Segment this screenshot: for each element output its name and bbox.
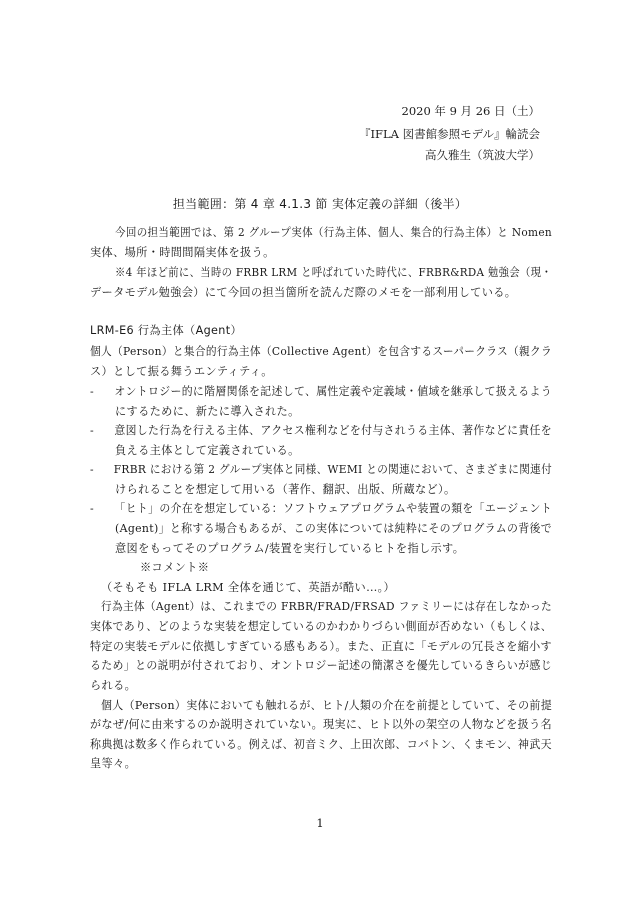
bullet-continuation: 意図をもってそのプログラム/装置を実行しているヒトを指し示す。 xyxy=(115,542,465,555)
definition-line: ス）として振る舞うエンティティ。 xyxy=(90,365,273,378)
bullet-text: FRBR における第 2 グループ実体と同様、WEMI との関連において、さまざまに関連付 xyxy=(113,463,553,476)
bullet-marker: - xyxy=(90,424,95,437)
bullet-text: 意図した行為を行える主体、アクセス権利などを付与されうる主体、著作などに責任を xyxy=(114,424,553,437)
bullet-item xyxy=(90,463,552,477)
bullet-item xyxy=(90,502,552,516)
page-number: 1 xyxy=(316,816,324,830)
header-event: 『IFLA 図書館参照モデル』輪読会 xyxy=(358,127,540,141)
bullet-text: オントロジー的に階層関係を記述して、属性定義や定義域・値域を継承して扱えるよう xyxy=(114,385,552,398)
bullet-continuation: 負える主体として定義されている。 xyxy=(115,444,300,457)
comment-line: 皇等々。 xyxy=(90,757,137,770)
comment-line: るため」との説明が付されており、オントロジー記述の簡潔さを優先しているきらいが感じ xyxy=(90,659,552,672)
comment-line: 特定の実装モデルに依拠しすぎている感もある）。また、正直に「モデルの冗長さを縮小す xyxy=(90,640,552,653)
header-author: 高久雅生（筑波大学） xyxy=(425,148,540,162)
comment-label: ※コメント※ xyxy=(140,561,210,574)
intro-line: ※4 年ほど前に、当時の FRBR LRM と呼ばれていた時代に、FRBR&RDA 勉強会（現・ xyxy=(115,266,552,279)
bullet-item xyxy=(90,385,552,399)
section-heading: LRM-E6 行為主体（Agent） xyxy=(90,324,242,337)
comment-line: 称典拠は数多く作られている。例えば、初音ミク、上田次郎、コバトン、くまモン、神武天 xyxy=(90,738,553,751)
document-title: 担当範囲：第 4 章 4.1.3 節 実体定義の詳細（後半） xyxy=(172,197,468,211)
comment-line: られる。 xyxy=(90,679,137,692)
comment-line: がなぜ/何に由来するのか説明されていない。現実に、ヒト以外の架空の人物などを扱う名 xyxy=(90,718,552,731)
header-date: 2020 年 9 月 26 日（土） xyxy=(401,104,540,118)
bullet-continuation: にするために、新たに導入された。 xyxy=(115,405,300,418)
comment-line: 個人（Person）実体においても触れるが、ヒト/人類の介在を前提としていて、その前提 xyxy=(101,699,553,712)
comment-line: 行為主体（Agent）は、これまでの FRBR/FRAD/FRSAD ファミリーには存在しなかった xyxy=(101,600,552,613)
intro-line: データモデル勉強会）にて今回の担当箇所を読んだ際のメモを一部利用している。 xyxy=(90,286,517,299)
bullet-continuation: (Agent)」と称する場合もあるが、この実体については純粋にそのプログラムの背後で xyxy=(115,522,552,535)
comment-lead: （そもそも IFLA LRM 全体を通じて、英語が酷い…。） xyxy=(101,581,396,594)
bullet-marker: - xyxy=(90,463,94,476)
bullet-marker: - xyxy=(90,385,95,398)
bullet-continuation: けられることを想定して用いる（著作、翻訳、出版、所蔵など）。 xyxy=(115,483,456,496)
bullet-item xyxy=(90,424,552,438)
bullet-text: 「ヒト」の介在を想定している：ソフトウェアプログラムや装置の類を「エージェント xyxy=(114,502,552,515)
intro-line: 今回の担当範囲では、第 2 グループ実体（行為主体、個人、集合的行為主体）と Nomen xyxy=(115,226,552,239)
intro-line: 実体、場所・時間間隔実体を扱う。 xyxy=(90,246,275,259)
definition-line: 個人（Person）と集合的行為主体（Collective Agent）を包含するスーパークラス（親クラ xyxy=(90,345,553,358)
bullet-marker: - xyxy=(90,502,95,515)
comment-line: 実体であり、どのような実装を想定しているのかわかりづらい側面が否めない（もしくは、 xyxy=(90,620,552,633)
